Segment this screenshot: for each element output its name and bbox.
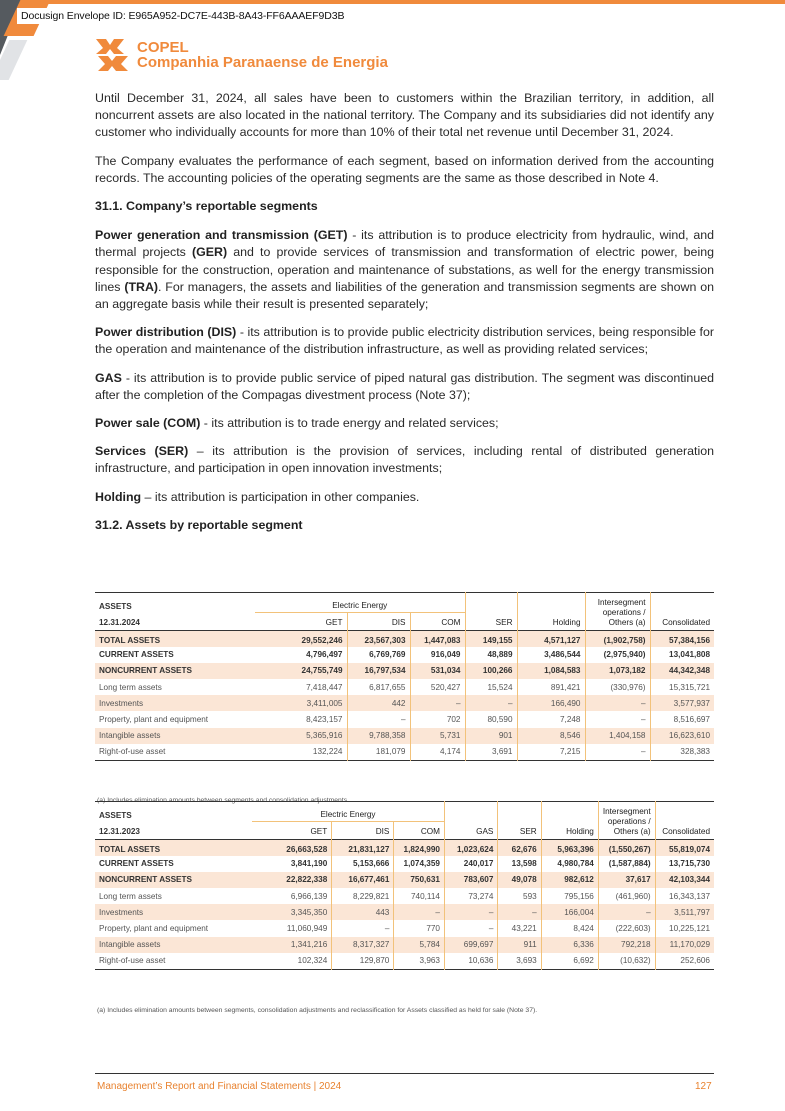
cell-com: –: [410, 695, 465, 711]
logo-line2: Companhia Paranaense de Energia: [137, 54, 388, 71]
cell-ser: 3,693: [498, 953, 541, 969]
cell-ser: 901: [465, 728, 517, 744]
cell-get: 7,418,447: [306, 682, 343, 692]
cell-dis: 443: [332, 904, 394, 920]
cell-dis: 23,567,303: [347, 631, 410, 647]
cell-gas: 10,636: [444, 953, 497, 969]
paragraph-territory: Until December 31, 2024, all sales have been to customers within the Brazilian territory, in addition, all noncurrent assets are also located in the national territory. The Company and its subsidiaries did not identify any customer who individually accounts for more than 10% of their total net revenue until December 31, 2024.: [95, 91, 714, 140]
table-row: [95, 744, 714, 760]
cell-get: 3,345,350: [252, 904, 332, 920]
cell-inter: (1,902,758): [585, 631, 650, 647]
cell-dis: 6,817,655: [347, 679, 410, 695]
cell-ser: 15,524: [465, 679, 517, 695]
cell-ser: 62,676: [498, 840, 541, 856]
col-header-holding: Holding: [541, 822, 598, 840]
cell-holding: 7,215: [517, 744, 585, 760]
cell-dis: 6,769,769: [347, 647, 410, 663]
cell-inter: (330,976): [585, 679, 650, 695]
col-header-intersegment: Intersegment operations / Others (a): [598, 802, 655, 840]
cell-cons: 252,606: [655, 953, 714, 969]
cell-inter: 1,404,158: [585, 728, 650, 744]
header-accent-bar: [0, 0, 785, 4]
cell-inter: 37,617: [598, 872, 655, 888]
cell-cons: 3,577,937: [650, 695, 714, 711]
table-row: [95, 647, 714, 663]
table-row: [95, 872, 714, 888]
cell-gas: 240,017: [444, 856, 497, 872]
cell-holding: 795,156: [541, 888, 598, 904]
cell-dis: 181,079: [347, 744, 410, 760]
company-logo: [95, 38, 388, 72]
cell-com: –: [394, 904, 445, 920]
cell-cons: 8,516,697: [650, 711, 714, 727]
cell-dis: 442: [347, 695, 410, 711]
cell-holding: 982,612: [541, 872, 598, 888]
cell-ser: –: [465, 695, 517, 711]
cell-com: 702: [410, 711, 465, 727]
cell-ser: 13,598: [498, 856, 541, 872]
cell-holding: 166,490: [517, 695, 585, 711]
cell-inter: (461,960): [598, 888, 655, 904]
cell-holding: 8,424: [541, 920, 598, 936]
cell-holding: 4,571,127: [517, 631, 585, 647]
row-label: NONCURRENT ASSETS: [95, 663, 255, 679]
group-header-electric-energy: Electric Energy: [255, 593, 465, 613]
logo-line1: COPEL: [137, 39, 189, 56]
footer-divider: [95, 1073, 714, 1074]
cell-inter: 792,218: [598, 937, 655, 953]
col-header-get: GET: [325, 618, 343, 627]
cell-com: 1,074,359: [394, 856, 445, 872]
cell-ser: –: [498, 904, 541, 920]
segment-gas: GAS - its attribution is to provide public service of piped natural gas distribution. The segment was discontinued after the completion of the Compagas divestment process (Note 37);: [95, 370, 714, 402]
footer-title: Management’s Report and Financial Statements | 2024: [97, 1081, 342, 1092]
cell-dis: 129,870: [332, 953, 394, 969]
cell-holding: 4,980,784: [541, 856, 598, 872]
cell-inter: (222,603): [598, 920, 655, 936]
cell-cons: 16,623,610: [650, 728, 714, 744]
cell-holding: 166,004: [541, 904, 598, 920]
group-header-electric-energy: Electric Energy: [252, 802, 444, 822]
segment-ser: Services (SER) – its attribution is the provision of services, including rental of distributed generation infrastructure, and participation in open innovation investments;: [95, 444, 714, 476]
cell-ser: 593: [498, 888, 541, 904]
col-header-consolidated: Consolidated: [650, 613, 714, 631]
cell-inter: (10,632): [598, 953, 655, 969]
cell-com: 3,963: [394, 953, 445, 969]
cell-com: 531,034: [410, 663, 465, 679]
row-label: CURRENT ASSETS: [99, 859, 174, 869]
cell-get: 11,060,949: [286, 924, 328, 934]
table-date: 12.31.2023: [99, 827, 140, 836]
cell-com: 5,731: [410, 728, 465, 744]
cell-ser: 49,078: [498, 872, 541, 888]
table-row: [95, 695, 714, 711]
cell-holding: 6,336: [541, 937, 598, 953]
cell-get: 4,796,497: [306, 650, 343, 660]
cell-get: 1,341,216: [252, 937, 332, 953]
cell-get: 8,423,157: [306, 715, 343, 725]
row-label: Right-of-use asset: [99, 747, 166, 757]
cell-com: 1,447,083: [410, 631, 465, 647]
row-label: Right-of-use asset: [99, 956, 166, 966]
cell-com: 1,824,990: [394, 840, 445, 856]
segment-holding: Holding – its attribution is participation in other companies.: [95, 489, 420, 504]
copel-logo-icon: [95, 38, 129, 72]
cell-com: 740,114: [394, 888, 445, 904]
col-header-com: COM: [394, 822, 445, 840]
cell-get: 6,966,139: [290, 891, 328, 901]
cell-inter: (1,550,267): [598, 840, 655, 856]
document-body: [95, 90, 714, 546]
table-date: 12.31.2024: [99, 618, 140, 627]
cell-dis: 8,317,327: [332, 937, 394, 953]
assets-table-2023: [95, 801, 714, 970]
cell-inter: –: [585, 744, 650, 760]
table-row: [95, 711, 714, 727]
col-header-holding: Holding: [517, 613, 585, 631]
row-label: Property, plant and equipment: [99, 924, 209, 934]
segment-com: Power sale (COM) - its attribution is to trade energy and related services;: [95, 416, 499, 431]
table-row: [95, 904, 714, 920]
row-label: Intangible assets: [95, 937, 252, 953]
footnote-2024: (a) Includes elimination amounts between segments and consolidation adjustments.: [97, 797, 350, 804]
table-row: [95, 937, 714, 953]
cell-dis: 16,677,461: [332, 872, 394, 888]
cell-gas: 73,274: [444, 888, 497, 904]
cell-dis: 16,797,534: [347, 663, 410, 679]
paragraph-performance: The Company evaluates the performance of each segment, based on information derived from the accounting records. The accounting policies of the operating segments are the same as those described in Note 4.: [95, 153, 714, 185]
cell-gas: 699,697: [444, 937, 497, 953]
cell-holding: 7,248: [517, 711, 585, 727]
cell-gas: 1,023,624: [444, 840, 497, 856]
cell-cons: 13,041,808: [650, 647, 714, 663]
cell-inter: –: [598, 904, 655, 920]
cell-com: 770: [394, 920, 445, 936]
row-label: Property, plant and equipment: [99, 715, 209, 725]
cell-get: 29,552,246: [255, 631, 347, 647]
cell-holding: 6,692: [541, 953, 598, 969]
cell-holding: 891,421: [517, 679, 585, 695]
cell-holding: 1,084,583: [517, 663, 585, 679]
row-label: Investments: [95, 695, 255, 711]
cell-gas: 783,607: [444, 872, 497, 888]
cell-holding: 8,546: [517, 728, 585, 744]
row-label: Investments: [95, 904, 252, 920]
cell-inter: (2,975,940): [585, 647, 650, 663]
cell-gas: –: [444, 920, 497, 936]
cell-com: 5,784: [394, 937, 445, 953]
col-header-get: GET: [310, 827, 328, 836]
table-label-assets: ASSETS: [99, 601, 132, 611]
col-header-ser: SER: [465, 613, 517, 631]
cell-ser: 3,691: [465, 744, 517, 760]
row-label: Intangible assets: [95, 728, 255, 744]
cell-cons: 3,511,797: [655, 904, 714, 920]
cell-ser: 48,889: [465, 647, 517, 663]
cell-inter: –: [585, 695, 650, 711]
col-header-dis: DIS: [332, 822, 394, 840]
col-header-gas: GAS: [444, 822, 497, 840]
table-label-assets: ASSETS: [99, 810, 132, 820]
table-row: [95, 840, 714, 856]
col-header-com: COM: [410, 613, 465, 631]
cell-com: 4,174: [410, 744, 465, 760]
cell-dis: 5,153,666: [332, 856, 394, 872]
cell-ser: 149,155: [465, 631, 517, 647]
cell-cons: 13,715,730: [655, 856, 714, 872]
col-header-dis: DIS: [347, 613, 410, 631]
row-label: CURRENT ASSETS: [99, 650, 174, 660]
cell-cons: 42,103,344: [655, 872, 714, 888]
section-heading-31-2: 31.2. Assets by reportable segment: [95, 517, 303, 532]
cell-cons: 44,342,348: [650, 663, 714, 679]
cell-get: 5,365,916: [255, 728, 347, 744]
table-row: [95, 631, 714, 647]
cell-dis: 8,229,821: [332, 888, 394, 904]
cell-cons: 10,225,121: [655, 920, 714, 936]
row-label: TOTAL ASSETS: [95, 840, 252, 856]
cell-cons: 57,384,156: [650, 631, 714, 647]
footnote-2023: (a) Includes elimination amounts between segments, consolidation adjustments and reclassification for Assets classified as held for sale (Note 37).: [97, 1007, 538, 1014]
table-row: [95, 856, 714, 872]
row-label: Long term assets: [99, 891, 162, 901]
table-row: [95, 953, 714, 969]
cell-inter: (1,587,884): [598, 856, 655, 872]
cell-dis: 21,831,127: [332, 840, 394, 856]
cell-dis: –: [347, 711, 410, 727]
cell-com: 750,631: [394, 872, 445, 888]
cell-holding: 3,486,544: [517, 647, 585, 663]
cell-inter: –: [585, 711, 650, 727]
cell-get: 22,822,338: [252, 872, 332, 888]
row-label: NONCURRENT ASSETS: [95, 872, 252, 888]
cell-gas: –: [444, 904, 497, 920]
cell-get: 102,324: [297, 956, 328, 966]
cell-get: 132,224: [312, 747, 343, 757]
cell-get: 26,663,528: [252, 840, 332, 856]
row-label: TOTAL ASSETS: [95, 631, 255, 647]
cell-get: 3,841,190: [290, 859, 328, 869]
section-heading-31-1: 31.1. Company’s reportable segments: [95, 199, 318, 214]
col-header-consolidated: Consolidated: [655, 822, 714, 840]
cell-cons: 328,383: [650, 744, 714, 760]
table-row: [95, 728, 714, 744]
segment-get: Power generation and transmission (GET) - its attribution is to produce electricity from hydraulic, wind, and thermal projects (GER) and to provide services of transmission and transformation of electric power, being responsible for the construction, operation and maintenance of substations, as well for the energy transmission lines (TRA). For managers, the assets and liabilities of the generation and transmission segments are shown on an aggregate basis while their result is presented separately;: [95, 228, 714, 312]
col-header-ser: SER: [498, 822, 541, 840]
assets-table-2024: [95, 592, 714, 761]
cell-ser: 100,266: [465, 663, 517, 679]
table-row: [95, 920, 714, 936]
cell-get: 24,755,749: [255, 663, 347, 679]
table-row: [95, 679, 714, 695]
segment-dis: Power distribution (DIS) - its attribution is to provide public electricity distribution services, being responsible for the operation and maintenance of the distribution infrastructure, as well as providing related services;: [95, 325, 714, 357]
cell-ser: 911: [498, 937, 541, 953]
cell-ser: 80,590: [465, 711, 517, 727]
cell-com: 916,049: [410, 647, 465, 663]
row-label: Long term assets: [99, 682, 162, 692]
cell-cons: 11,170,029: [655, 937, 714, 953]
cell-dis: –: [332, 920, 394, 936]
cell-get: 3,411,005: [255, 695, 347, 711]
cell-cons: 16,343,137: [655, 888, 714, 904]
cell-ser: 43,221: [498, 920, 541, 936]
cell-cons: 15,315,721: [650, 679, 714, 695]
page-number: 127: [695, 1081, 712, 1092]
table-row: [95, 663, 714, 679]
table-row: [95, 888, 714, 904]
cell-com: 520,427: [410, 679, 465, 695]
cell-inter: 1,073,182: [585, 663, 650, 679]
docusign-envelope-id: Docusign Envelope ID: E965A952-DC7E-443B-8A43-FF6AAAEF9D3B: [17, 8, 348, 24]
cell-cons: 55,819,074: [655, 840, 714, 856]
col-header-intersegment: Intersegment operations / Others (a): [585, 593, 650, 631]
cell-dis: 9,788,358: [347, 728, 410, 744]
cell-holding: 5,963,396: [541, 840, 598, 856]
